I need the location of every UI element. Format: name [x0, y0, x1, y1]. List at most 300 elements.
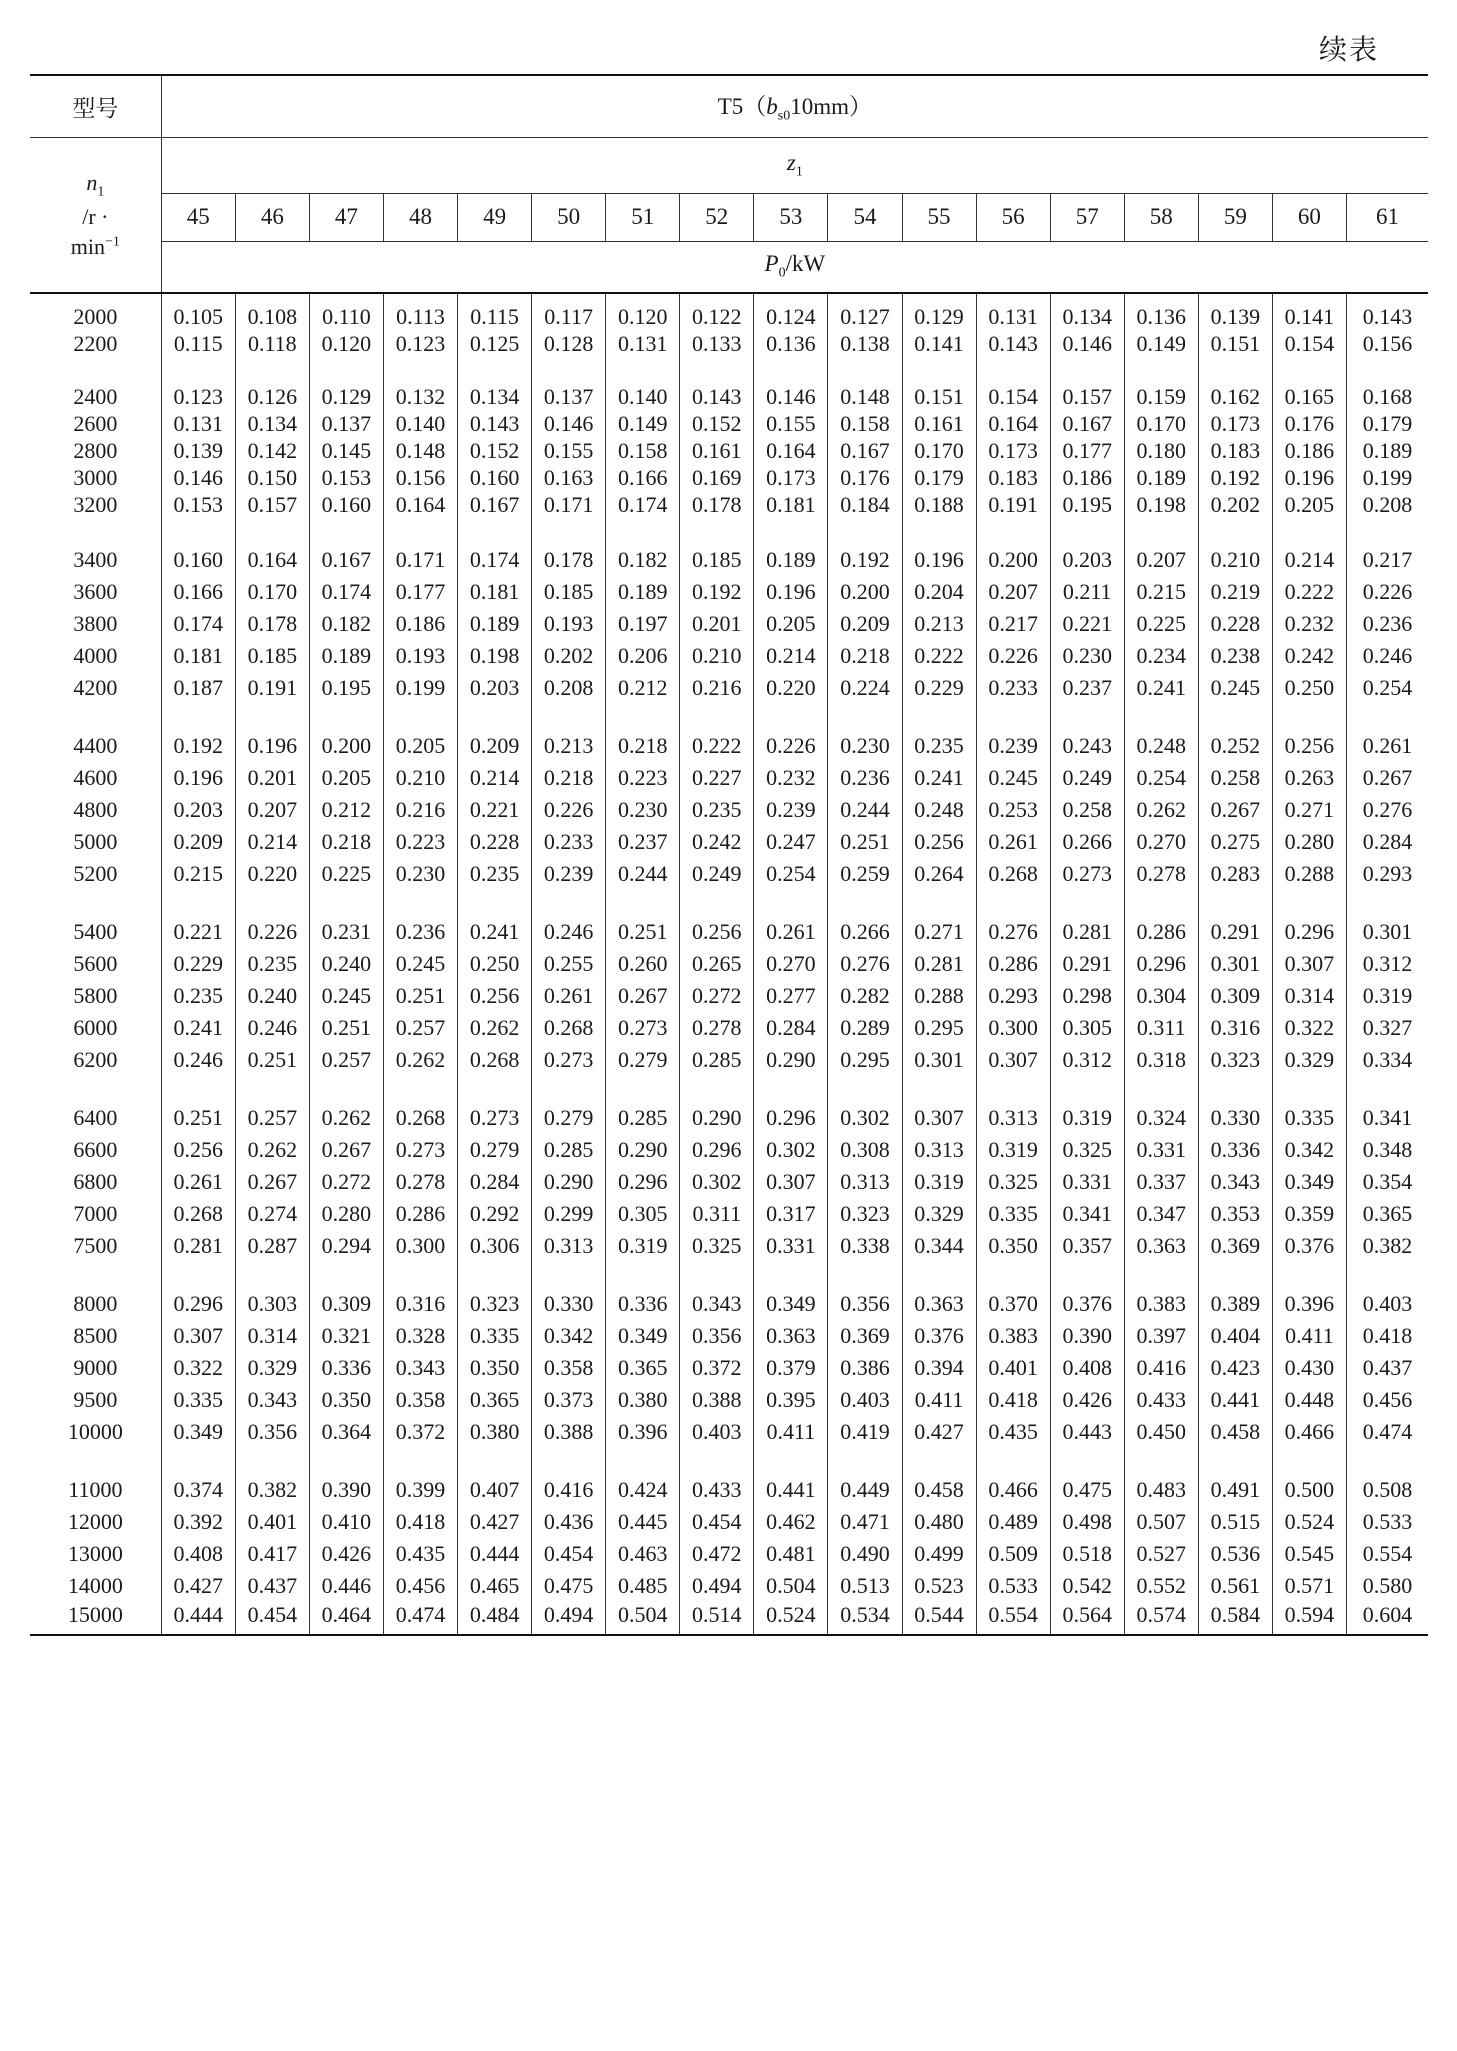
power-value-cell: 0.163: [532, 464, 606, 491]
power-value-cell: 0.187: [161, 672, 235, 704]
power-value-cell: 0.158: [606, 437, 680, 464]
power-value-cell: 0.435: [383, 1538, 457, 1570]
power-value-cell: 0.156: [1362, 330, 1413, 356]
power-value-cell: 0.267: [606, 980, 680, 1012]
power-value-cell: 0.253: [976, 794, 1050, 826]
power-value-cell: 0.323: [458, 1288, 532, 1320]
power-value-cell: 0.157: [1050, 383, 1124, 410]
power-value-cell: 0.380: [606, 1384, 680, 1416]
power-value-cell: 0.277: [754, 980, 828, 1012]
power-value-cell: 0.471: [828, 1506, 902, 1538]
speed-cell: 7500: [30, 1230, 161, 1262]
power-value-cell: 0.302: [754, 1134, 828, 1166]
power-value-cell: 0.196: [161, 762, 235, 794]
power-value-cell: 0.210: [680, 640, 754, 672]
power-value-cell: 0.271: [902, 916, 976, 948]
table-row: [30, 464, 1428, 491]
power-value-cell: 0.151: [1198, 330, 1272, 357]
power-value-cell: 0.214: [754, 640, 828, 672]
speed-cell: 4200: [30, 672, 161, 704]
power-value-cell: 0.261: [754, 916, 828, 948]
power-value-cell: 0.236: [828, 762, 902, 794]
speed-cell: 2600: [30, 410, 161, 437]
power-value-cell: 0.397: [1124, 1320, 1198, 1352]
power-value-cell: 0.475: [1050, 1474, 1124, 1506]
power-value-cell: 0.115: [458, 293, 532, 330]
power-value-cell: 0.430: [1272, 1352, 1346, 1384]
power-value-cell: 0.392: [161, 1506, 235, 1538]
power-value-cell: 0.313: [532, 1230, 606, 1262]
power-value-cell: 0.226: [754, 730, 828, 762]
power-value-cell: 0.454: [532, 1538, 606, 1570]
group-spacer: [30, 1076, 1428, 1102]
power-value-cell: 0.389: [1198, 1288, 1272, 1320]
power-value-cell: 0.261: [161, 1166, 235, 1198]
power-value-cell: 0.179: [1362, 410, 1413, 436]
power-value-cell: 0.213: [902, 608, 976, 640]
speed-cell: 2800: [30, 437, 161, 464]
power-value-cell: 0.192: [828, 544, 902, 576]
table-row: [30, 1102, 1428, 1134]
power-value-cell: 0.259: [828, 858, 902, 890]
power-value-cell: 0.251: [383, 980, 457, 1012]
p-var-subscript: 0: [778, 266, 786, 282]
power-value-cell: 0.376: [1050, 1288, 1124, 1320]
power-value-cell: 0.335: [458, 1320, 532, 1352]
power-value-cell: 0.354: [1362, 1169, 1413, 1194]
power-value-cell: 0.445: [606, 1506, 680, 1538]
power-value-cell: 0.411: [754, 1416, 828, 1448]
power-value-cell: 0.380: [458, 1416, 532, 1448]
power-value-cell: 0.284: [754, 1012, 828, 1044]
power-value-cell: 0.153: [309, 464, 383, 491]
power-value-cell: 0.245: [976, 762, 1050, 794]
power-value-cell: 0.228: [1198, 608, 1272, 640]
power-value-cell: 0.150: [235, 464, 309, 491]
power-value-cell: 0.207: [1124, 544, 1198, 576]
power-value-cell: 0.189: [1124, 464, 1198, 491]
speed-var: n: [86, 169, 98, 195]
power-value-cell: 0.305: [1050, 1012, 1124, 1044]
power-value-cell: 0.280: [1272, 826, 1346, 858]
power-value-cell: 0.399: [383, 1474, 457, 1506]
power-value-cell: 0.363: [902, 1288, 976, 1320]
power-value-cell: 0.185: [680, 544, 754, 576]
power-value-cell: 0.343: [235, 1384, 309, 1416]
power-value-cell: 0.292: [458, 1198, 532, 1230]
power-value-cell: 0.167: [309, 544, 383, 576]
power-value-cell: 0.298: [1050, 980, 1124, 1012]
power-value-cell: 0.499: [902, 1538, 976, 1570]
table-row: [30, 491, 1428, 518]
power-value-cell: 0.554: [1362, 1541, 1413, 1566]
power-value-cell: 0.200: [976, 544, 1050, 576]
power-value-cell: 0.235: [902, 730, 976, 762]
power-value-cell: 0.157: [235, 491, 309, 518]
speed-cell: 13000: [30, 1538, 161, 1570]
power-value-cell: 0.148: [383, 437, 457, 464]
power-value-cell: 0.226: [1362, 579, 1413, 604]
power-value-cell: 0.173: [976, 437, 1050, 464]
power-value-cell: 0.336: [309, 1352, 383, 1384]
power-value-cell: 0.182: [309, 608, 383, 640]
power-value-cell: 0.474: [383, 1602, 457, 1635]
power-value-cell: 0.285: [680, 1044, 754, 1076]
table-row: [30, 293, 1428, 330]
power-value-cell: 0.388: [532, 1416, 606, 1448]
power-value-cell: 0.498: [1050, 1506, 1124, 1538]
power-value-cell: 0.146: [532, 410, 606, 437]
power-value-cell: 0.319: [606, 1230, 680, 1262]
power-value-cell: 0.218: [828, 640, 902, 672]
table-row: [30, 730, 1428, 762]
power-value-cell: 0.330: [532, 1288, 606, 1320]
power-value-cell: 0.191: [976, 491, 1050, 518]
power-value-cell: 0.584: [1198, 1602, 1272, 1635]
model-var-subscript: s0: [777, 108, 791, 124]
power-value-cell: 0.280: [309, 1198, 383, 1230]
power-value-cell: 0.256: [1272, 730, 1346, 762]
table-row: [30, 1230, 1428, 1262]
power-value-cell: 0.181: [161, 640, 235, 672]
power-value-cell: 0.205: [1272, 491, 1346, 518]
power-value-cell: 0.252: [1198, 730, 1272, 762]
power-value-cell: 0.229: [902, 672, 976, 704]
power-value-cell: 0.411: [1272, 1320, 1346, 1352]
power-value-cell: 0.286: [976, 948, 1050, 980]
power-value-cell: 0.300: [383, 1230, 457, 1262]
power-value-cell: 0.365: [1362, 1201, 1413, 1226]
power-value-cell: 0.132: [383, 383, 457, 410]
power-value-cell: 0.349: [606, 1320, 680, 1352]
power-value-cell: 0.268: [458, 1044, 532, 1076]
table-row: [30, 1384, 1428, 1416]
power-value-cell: 0.241: [902, 762, 976, 794]
table-row: [30, 948, 1428, 980]
power-value-cell: 0.374: [161, 1474, 235, 1506]
power-value-cell: 0.231: [309, 916, 383, 948]
z-value-header: 48: [383, 193, 457, 241]
power-value-cell: 0.416: [532, 1474, 606, 1506]
power-value-cell: 0.239: [532, 858, 606, 890]
power-value-cell: 0.205: [309, 762, 383, 794]
power-value-cell: 0.257: [235, 1102, 309, 1134]
power-value-cell: 0.281: [902, 948, 976, 980]
power-value-cell: 0.316: [1198, 1012, 1272, 1044]
power-value-cell: 0.167: [1050, 410, 1124, 437]
power-value-cell: 0.456: [1362, 1387, 1413, 1412]
power-value-cell: 0.171: [532, 491, 606, 518]
power-value-cell: 0.604: [1346, 1602, 1428, 1635]
power-value-cell: 0.330: [1198, 1102, 1272, 1134]
power-value-cell: 0.290: [754, 1044, 828, 1076]
power-value-cell: 0.464: [309, 1602, 383, 1635]
power-value-cell: 0.186: [383, 608, 457, 640]
power-value-cell: 0.152: [680, 410, 754, 437]
power-value-cell: 0.390: [1050, 1320, 1124, 1352]
power-value-cell: 0.383: [1124, 1288, 1198, 1320]
power-value-cell: 0.149: [606, 410, 680, 437]
power-value-cell: 0.123: [161, 383, 235, 410]
p-var: P: [764, 251, 779, 277]
power-value-cell: 0.258: [1198, 762, 1272, 794]
power-value-cell: 0.290: [606, 1134, 680, 1166]
power-value-cell: 0.281: [161, 1230, 235, 1262]
power-value-cell: 0.217: [976, 608, 1050, 640]
power-value-cell: 0.258: [1050, 794, 1124, 826]
power-value-cell: 0.218: [606, 730, 680, 762]
power-value-cell: 0.458: [1198, 1416, 1272, 1448]
power-value-cell: 0.178: [235, 608, 309, 640]
power-value-cell: 0.141: [1272, 293, 1346, 330]
power-value-cell: 0.215: [161, 858, 235, 890]
power-value-cell: 0.220: [235, 858, 309, 890]
power-value-cell: 0.177: [1050, 437, 1124, 464]
power-value-cell: 0.281: [1050, 916, 1124, 948]
power-value-cell: 0.533: [976, 1570, 1050, 1602]
power-value-cell: 0.246: [532, 916, 606, 948]
power-value-cell: 0.118: [235, 330, 309, 357]
power-value-cell: 0.489: [976, 1506, 1050, 1538]
power-value-cell: 0.343: [383, 1352, 457, 1384]
power-value-cell: 0.382: [235, 1474, 309, 1506]
z-var-subscript: 1: [795, 164, 803, 180]
power-value-cell: 0.230: [828, 730, 902, 762]
power-value-cell: 0.313: [976, 1102, 1050, 1134]
power-value-cell: 0.365: [458, 1384, 532, 1416]
power-value-cell: 0.349: [754, 1288, 828, 1320]
power-value-cell: 0.370: [976, 1288, 1050, 1320]
power-value-cell: 0.210: [383, 762, 457, 794]
speed-cell: 7000: [30, 1198, 161, 1230]
speed-cell: 14000: [30, 1570, 161, 1602]
power-value-cell: 0.261: [532, 980, 606, 1012]
speed-cell: 8500: [30, 1320, 161, 1352]
power-value-cell: 0.408: [161, 1538, 235, 1570]
power-value-cell: 0.238: [1198, 640, 1272, 672]
power-value-cell: 0.290: [680, 1102, 754, 1134]
power-value-cell: 0.128: [532, 330, 606, 357]
power-value-cell: 0.288: [902, 980, 976, 1012]
power-value-cell: 0.129: [902, 293, 976, 330]
power-value-cell: 0.151: [902, 383, 976, 410]
power-value-cell: 0.475: [532, 1570, 606, 1602]
power-value-cell: 0.276: [828, 948, 902, 980]
speed-unit-exponent: −1: [105, 234, 120, 250]
power-value-cell: 0.230: [383, 858, 457, 890]
power-value-cell: 0.372: [383, 1416, 457, 1448]
power-value-cell: 0.363: [754, 1320, 828, 1352]
power-value-cell: 0.115: [161, 330, 235, 357]
power-value-cell: 0.129: [309, 383, 383, 410]
z-value-header: 58: [1124, 193, 1198, 241]
power-value-cell: 0.286: [1124, 916, 1198, 948]
power-value-cell: 0.195: [1050, 491, 1124, 518]
power-value-cell: 0.152: [458, 437, 532, 464]
power-value-cell: 0.178: [680, 491, 754, 518]
power-value-cell: 0.291: [1198, 916, 1272, 948]
power-value-cell: 0.160: [458, 464, 532, 491]
group-spacer: [30, 890, 1428, 916]
power-value-cell: 0.131: [606, 330, 680, 357]
power-value-cell: 0.174: [309, 576, 383, 608]
power-value-cell: 0.324: [1124, 1102, 1198, 1134]
table-row: [30, 1352, 1428, 1384]
power-value-cell: 0.401: [976, 1352, 1050, 1384]
table-row: [30, 794, 1428, 826]
power-value-cell: 0.484: [458, 1602, 532, 1635]
power-value-cell: 0.261: [1362, 733, 1413, 758]
power-value-cell: 0.271: [1272, 794, 1346, 826]
speed-cell: 10000: [30, 1416, 161, 1448]
power-value-cell: 0.417: [235, 1538, 309, 1570]
speed-cell: 8000: [30, 1288, 161, 1320]
power-value-cell: 0.242: [1272, 640, 1346, 672]
speed-cell: 5000: [30, 826, 161, 858]
power-value-cell: 0.448: [1272, 1384, 1346, 1416]
power-value-cell: 0.218: [309, 826, 383, 858]
power-value-cell: 0.358: [383, 1384, 457, 1416]
power-value-cell: 0.418: [1362, 1323, 1413, 1348]
power-value-cell: 0.205: [383, 730, 457, 762]
power-value-cell: 0.278: [1124, 858, 1198, 890]
power-value-cell: 0.256: [680, 916, 754, 948]
speed-cell: 4600: [30, 762, 161, 794]
power-value-cell: 0.282: [828, 980, 902, 1012]
power-value-cell: 0.219: [1198, 576, 1272, 608]
power-value-cell: 0.209: [161, 826, 235, 858]
power-value-cell: 0.561: [1198, 1570, 1272, 1602]
power-value-cell: 0.272: [680, 980, 754, 1012]
power-value-cell: 0.246: [1362, 643, 1413, 668]
power-value-cell: 0.305: [606, 1198, 680, 1230]
power-value-cell: 0.441: [1198, 1384, 1272, 1416]
power-value-cell: 0.251: [235, 1044, 309, 1076]
power-value-cell: 0.155: [532, 437, 606, 464]
speed-cell: 11000: [30, 1474, 161, 1506]
power-value-cell: 0.433: [680, 1474, 754, 1506]
p-unit: /kW: [785, 251, 826, 277]
speed-var-subscript: 1: [97, 184, 105, 200]
power-value-cell: 0.196: [1272, 464, 1346, 491]
power-value-cell: 0.403: [1362, 1291, 1413, 1316]
table-row: [30, 1320, 1428, 1352]
power-value-cell: 0.261: [976, 826, 1050, 858]
power-value-cell: 0.198: [1124, 491, 1198, 518]
group-spacer: [30, 704, 1428, 730]
power-value-cell: 0.256: [161, 1134, 235, 1166]
speed-unit-line1: /r ·: [82, 204, 109, 230]
power-value-cell: 0.214: [458, 762, 532, 794]
power-value-cell: 0.167: [458, 491, 532, 518]
power-value-cell: 0.123: [383, 330, 457, 357]
power-value-cell: 0.214: [1272, 544, 1346, 576]
power-value-cell: 0.267: [1198, 794, 1272, 826]
speed-cell: 3600: [30, 576, 161, 608]
power-value-cell: 0.564: [1050, 1602, 1124, 1635]
power-value-cell: 0.268: [532, 1012, 606, 1044]
power-value-cell: 0.474: [1362, 1419, 1413, 1444]
power-value-cell: 0.279: [606, 1044, 680, 1076]
power-value-cell: 0.323: [1198, 1044, 1272, 1076]
table-row: [30, 1602, 1428, 1635]
power-value-cell: 0.356: [828, 1288, 902, 1320]
table-body: [30, 293, 1428, 1635]
power-value-cell: 0.386: [828, 1352, 902, 1384]
z-value-header: 57: [1050, 193, 1124, 241]
power-value-cell: 0.181: [754, 491, 828, 518]
speed-cell: 2400: [30, 383, 161, 410]
power-value-cell: 0.408: [1050, 1352, 1124, 1384]
power-value-cell: 0.198: [458, 640, 532, 672]
z-value-header: 56: [976, 193, 1050, 241]
power-value-cell: 0.437: [1362, 1355, 1413, 1380]
power-value-cell: 0.230: [606, 794, 680, 826]
power-value-cell: 0.254: [1362, 675, 1413, 700]
power-value-cell: 0.443: [1050, 1416, 1124, 1448]
power-value-cell: 0.311: [1124, 1012, 1198, 1044]
power-value-cell: 0.110: [309, 293, 383, 330]
power-value-cell: 0.209: [458, 730, 532, 762]
power-value-cell: 0.185: [532, 576, 606, 608]
power-value-cell: 0.319: [902, 1166, 976, 1198]
power-value-cell: 0.160: [309, 491, 383, 518]
power-value-cell: 0.236: [1362, 611, 1413, 636]
power-value-cell: 0.241: [161, 1012, 235, 1044]
power-value-cell: 0.344: [902, 1230, 976, 1262]
power-value-cell: 0.239: [976, 730, 1050, 762]
power-value-cell: 0.312: [1050, 1044, 1124, 1076]
power-value-cell: 0.232: [754, 762, 828, 794]
power-rating-table: [30, 74, 1428, 1636]
z-value-header: 61: [1346, 193, 1428, 241]
power-value-cell: 0.279: [532, 1102, 606, 1134]
power-value-cell: 0.212: [309, 794, 383, 826]
power-value-cell: 0.527: [1124, 1538, 1198, 1570]
power-value-cell: 0.574: [1124, 1602, 1198, 1635]
power-value-cell: 0.201: [235, 762, 309, 794]
power-value-cell: 0.216: [383, 794, 457, 826]
power-value-cell: 0.515: [1198, 1506, 1272, 1538]
speed-cell: 5200: [30, 858, 161, 890]
power-value-cell: 0.200: [309, 730, 383, 762]
z-values-row: [30, 193, 1428, 241]
power-value-cell: 0.329: [1272, 1044, 1346, 1076]
power-value-cell: 0.240: [309, 948, 383, 980]
power-value-cell: 0.208: [1362, 491, 1413, 517]
power-value-cell: 0.283: [1198, 858, 1272, 890]
power-value-cell: 0.256: [902, 826, 976, 858]
power-value-cell: 0.139: [1198, 293, 1272, 330]
table-row: [30, 640, 1428, 672]
table-row: [30, 608, 1428, 640]
power-value-cell: 0.313: [828, 1166, 902, 1198]
power-value-cell: 0.227: [680, 762, 754, 794]
power-value-cell: 0.504: [606, 1602, 680, 1635]
power-value-cell: 0.178: [532, 544, 606, 576]
power-value-cell: 0.139: [161, 437, 235, 464]
power-value-cell: 0.335: [161, 1384, 235, 1416]
power-value-cell: 0.293: [976, 980, 1050, 1012]
power-value-cell: 0.444: [161, 1602, 235, 1635]
power-value-cell: 0.199: [1362, 464, 1413, 490]
power-value-cell: 0.341: [1050, 1198, 1124, 1230]
table-row: [30, 826, 1428, 858]
power-value-cell: 0.164: [383, 491, 457, 518]
power-value-cell: 0.229: [161, 948, 235, 980]
power-value-cell: 0.120: [309, 330, 383, 357]
power-value-cell: 0.167: [828, 437, 902, 464]
